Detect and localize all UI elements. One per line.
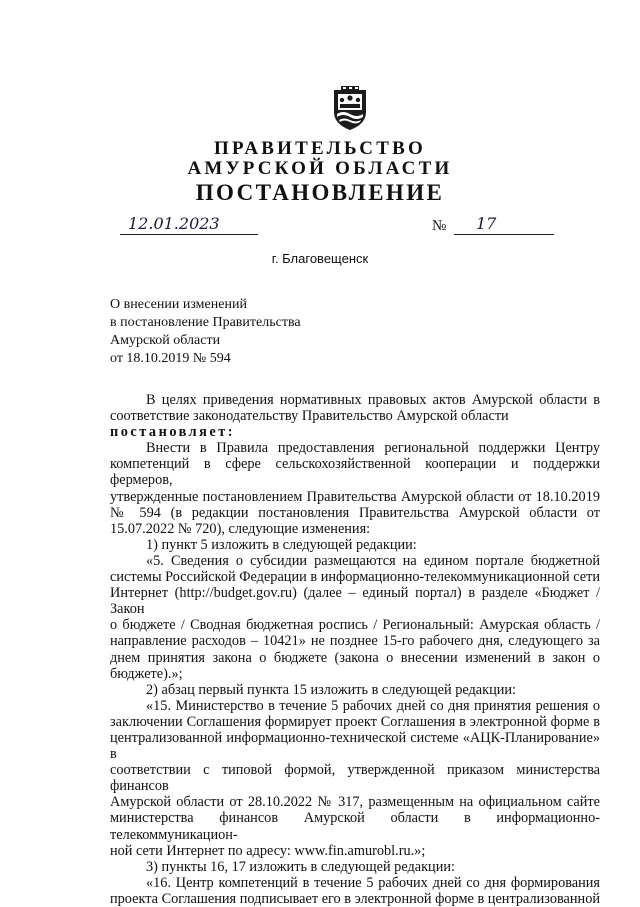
body-line: 15.07.2022 № 720), следующие изменения:: [110, 520, 371, 537]
body-line: № 594 (в редакции постановления Правительства Амурской области от: [110, 504, 600, 521]
subject-line: от 18.10.2019 № 594: [110, 351, 231, 366]
document-number: 17: [476, 214, 497, 233]
number-label: №: [432, 218, 447, 234]
body-line: направление расходов – 10421» не позднее 15-го рабочего дня, следующего за: [110, 633, 600, 650]
number-underline: [454, 234, 554, 235]
body-line: соответствии с типовой формой, утвержденной приказом министерства финансов: [110, 762, 600, 795]
body-line: ной сети Интернет по адресу: www.fin.amurobl.ru.»;: [110, 842, 426, 859]
body-line: системы Российской Федерации в информационно-телекоммуникационной сети: [110, 569, 600, 586]
body-line: «15. Министерство в течение 5 рабочих дней со дня принятия решения о: [146, 697, 600, 714]
subject-line: в постановление Правительства: [110, 315, 301, 330]
document-subject: [110, 296, 301, 368]
body-line: проекта Соглашения подписывает его в электронной форме в централизованной: [110, 890, 600, 907]
city: г. Благовещенск: [271, 251, 369, 266]
body-line: Внести в Правила предоставления региональной поддержки Центру: [146, 440, 600, 457]
body-line: заключении Соглашения формирует проект Соглашения в электронной форме в: [110, 713, 600, 730]
body-line: днем принятия закона о бюджете (закона о внесении изменений в закон о: [110, 649, 600, 666]
body-line: утвержденные постановлением Правительства Амурской области от 18.10.2019: [110, 488, 600, 505]
body-line: 2) абзац первый пункта 15 изложить в следующей редакции:: [146, 681, 517, 698]
document-type: ПОСТАНОВЛЕНИЕ: [195, 180, 445, 205]
body-line: В целях приведения нормативных правовых актов Амурской области в: [146, 392, 600, 408]
coat-of-arms-icon: [329, 86, 371, 132]
body-line: 1) пункт 5 изложить в следующей редакции:: [146, 536, 417, 553]
body-line: 3) пункты 16, 17 изложить в следующей редакции:: [146, 858, 455, 875]
body-line: «16. Центр компетенций в течение 5 рабочих дней со дня формирования: [146, 874, 600, 891]
document-body: [110, 392, 600, 907]
date-underline: [120, 234, 258, 235]
body-line: соответствие законодательству Правительство Амурской области: [110, 408, 509, 425]
org-name-line1: ПРАВИТЕЛЬСТВО: [214, 138, 426, 159]
body-line: Интернет (http://budget.gov.ru) (далее – единый портал) в разделе «Бюджет / Закон: [110, 585, 600, 618]
resolution-word: постановляет:: [110, 424, 236, 441]
body-line: бюджете).»;: [110, 665, 183, 682]
subject-line: Амурской области: [110, 333, 221, 348]
body-line: «5. Сведения о субсидии размещаются на едином портале бюджетной: [146, 552, 600, 569]
body-line: Амурской области от 28.10.2022 № 317, размещенным на официальном сайте: [110, 794, 600, 811]
subject-line: О внесении изменений: [110, 297, 247, 312]
body-line: министерства финансов Амурской области в информационно-телекоммуникацион-: [110, 810, 600, 843]
body-line: централизованной информационно-технической системе «АЦК-Планирование» в: [110, 729, 600, 763]
document-date: 12.01.2023: [128, 214, 220, 233]
org-name-line2: АМУРСКОЙ ОБЛАСТИ: [187, 158, 453, 179]
body-line: о бюджете / Сводная бюджетная роспись / Региональный: Амурская область /: [110, 617, 600, 634]
body-line: компетенций в сфере сельскохозяйственной кооперации и поддержки фермеров,: [110, 456, 600, 489]
